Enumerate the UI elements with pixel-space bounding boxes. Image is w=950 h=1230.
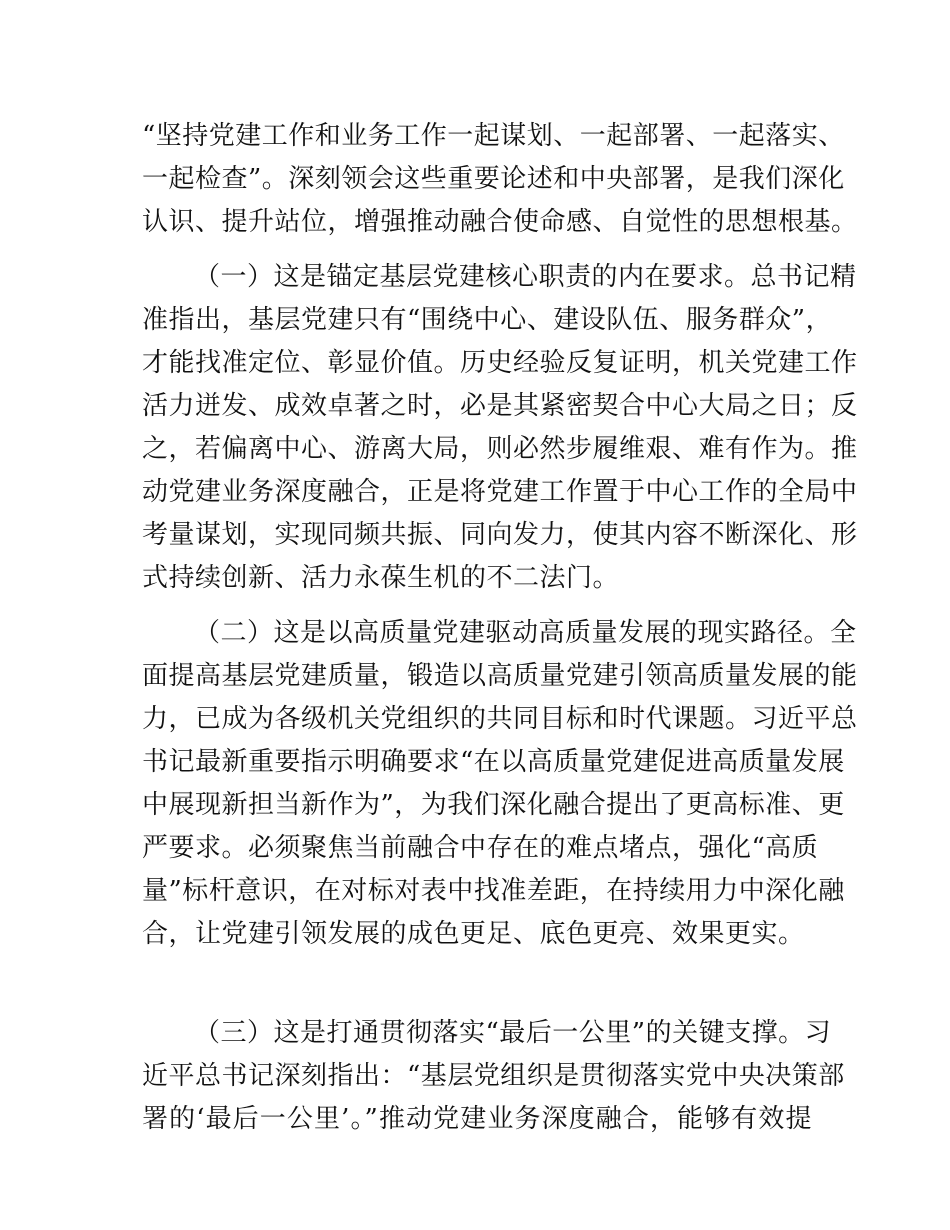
text-line: 书记最新重要指示明确要求“在以高质量党建促进高质量发展	[142, 747, 845, 777]
text-line: 署的‘最后一公里’。”推动党建业务深度融合，能够有效提	[142, 1104, 812, 1134]
text-line: （三）这是打通贯彻落实“最后一公里”的关键支撑。习	[194, 1018, 832, 1048]
text-line: 认识、提升站位，增强推动融合使命感、自觉性的思想根基。	[142, 207, 858, 237]
paragraph-intro	[142, 115, 858, 244]
text-line: 中展现新担当新作为”，为我们深化融合提出了更高标准、更	[142, 790, 845, 820]
paragraph-section-1	[142, 256, 858, 600]
text-line: 活力迸发、成效卓著之时，必是其紧密契合中心大局之日；反	[142, 391, 858, 421]
text-line: 量”标杆意识，在对标对表中找准差距，在持续用力中深化融	[142, 876, 845, 906]
text-line: 合，让党建引领发展的成色更足、底色更亮、效果更实。	[142, 919, 805, 949]
text-line: 才能找准定位、彰显价值。历史经验反复证明，机关党建工作	[142, 348, 858, 378]
text-line: 一起检查”。深刻领会这些重要论述和中央部署，是我们深化	[142, 164, 845, 194]
text-line: 力，已成为各级机关党组织的共同目标和时代课题。习近平总	[142, 704, 858, 734]
paragraph-section-2	[142, 612, 858, 956]
text-line: 之，若偏离中心、游离大局，则必然步履维艰、难有作为。推	[142, 434, 858, 464]
text-line: 近平总书记深刻指出：“基层党组织是贯彻落实党中央决策部	[142, 1061, 845, 1091]
text-line: （二）这是以高质量党建驱动高质量发展的现实路径。全	[194, 618, 857, 648]
paragraph-section-3	[142, 1012, 845, 1141]
text-line: 严要求。必须聚焦当前融合中存在的难点堵点，强化“高质	[142, 833, 819, 863]
text-line: 考量谋划，实现同频共振、同向发力，使其内容不断深化、形	[142, 520, 858, 550]
text-line: 式持续创新、活力永葆生机的不二法门。	[142, 563, 620, 593]
text-line: “坚持党建工作和业务工作一起谋划、一起部署、一起落实、	[142, 121, 845, 151]
text-line: 动党建业务深度融合，正是将党建工作置于中心工作的全局中	[142, 477, 858, 507]
text-line: 准指出，基层党建只有“围绕中心、建设队伍、服务群众”，	[142, 305, 833, 335]
text-line: （一）这是锚定基层党建核心职责的内在要求。总书记精	[194, 262, 857, 292]
text-line: 面提高基层党建质量，锻造以高质量党建引领高质量发展的能	[142, 661, 858, 691]
